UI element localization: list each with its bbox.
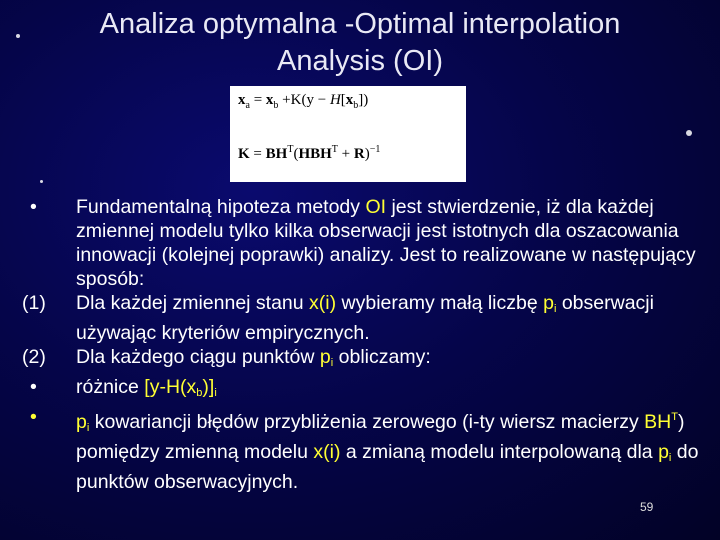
title-line-2: Analysis (OI) bbox=[277, 45, 443, 77]
analysis-equation: $x_a = x_b +K(y - H[x_b])$ bbox=[238, 92, 369, 111]
list-marker: (2) bbox=[22, 346, 46, 368]
list-item-text: różnice [y-H(xb)]i bbox=[76, 376, 217, 399]
formula-image bbox=[230, 86, 466, 182]
list-item-text: Fundamentalną hipoteza metody OI jest stwierdzenie, iż dla każdej zmiennej modelu tylko kilka obserwacji jest istotnych dla oszacowania innowacji (kolejnej poprawki) analizy. Jest to realizowane w następujący sposób: bbox=[76, 196, 696, 290]
page-number: 59 bbox=[640, 500, 654, 514]
list-item bbox=[22, 345, 712, 375]
list-marker: (1) bbox=[22, 292, 46, 314]
background-glint bbox=[40, 180, 43, 183]
list-item bbox=[22, 291, 712, 345]
list-item-text: Dla każdego ciągu punktów pi obliczamy: bbox=[76, 346, 431, 369]
list-marker: • bbox=[30, 376, 37, 398]
list-item bbox=[22, 375, 712, 405]
list-item bbox=[22, 405, 712, 494]
list-marker: • bbox=[30, 406, 37, 428]
slide-title bbox=[40, 6, 680, 80]
title-line-1: Analiza optymalna -Optimal interpolation bbox=[99, 8, 621, 40]
gain-equation: $K = BH^T(HBH^T + R)^{-1}$ bbox=[238, 144, 381, 162]
bullet-list bbox=[22, 195, 712, 494]
list-item bbox=[22, 195, 712, 291]
background-glint bbox=[686, 130, 692, 136]
list-item-text: pi kowariancji błędów przybliżenia zerowego (i-ty wiersz macierzy $BH^T$) pomiędzy zmienną modelu x(i) a zmianą modelu interpolowaną dla pi do punktów obserwacyjnych. bbox=[76, 411, 699, 493]
list-item-text: Dla każdej zmiennej stanu x(i) wybieramy małą liczbę pi obserwacji używając kryteriów empirycznych. bbox=[76, 292, 654, 344]
list-marker: • bbox=[30, 196, 37, 218]
background-glint bbox=[16, 34, 20, 38]
